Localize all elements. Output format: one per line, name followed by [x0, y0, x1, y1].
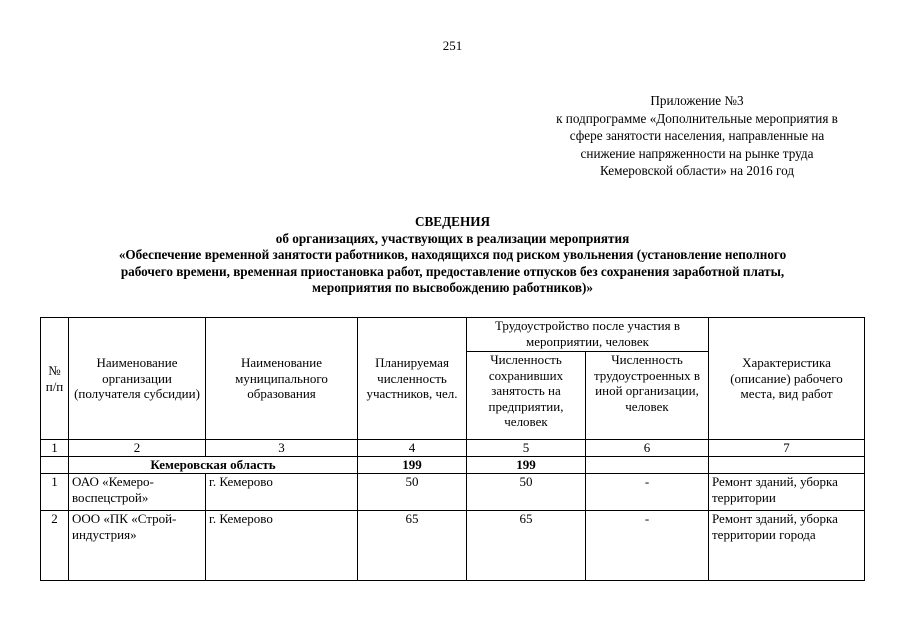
header-municipality: Наименование муниципального образования — [206, 318, 358, 440]
region-retained-total: 199 — [467, 457, 586, 474]
title-line: об организациях, участвующих в реализации мероприятия — [275, 230, 630, 246]
row-other-org: - — [586, 474, 709, 511]
row-planned: 65 — [358, 511, 467, 581]
column-number: 2 — [69, 440, 206, 457]
column-number: 4 — [358, 440, 467, 457]
header-other-org: Численность трудоустроенных в иной организации, человек — [586, 352, 709, 440]
appendix-note — [520, 92, 874, 180]
column-number: 1 — [41, 440, 69, 457]
column-number: 3 — [206, 440, 358, 457]
row-num: 1 — [41, 474, 69, 511]
row-description: Ремонт зданий, уборка территории города — [709, 511, 865, 581]
appendix-line: Кемеровской области» на 2016 год — [599, 163, 795, 178]
region-row — [41, 457, 865, 474]
header-organization: Наименование организации (получателя субсидии) — [69, 318, 206, 440]
region-planned-total: 199 — [358, 457, 467, 474]
row-organization: ОАО «Кемеро-воспецстрой» — [69, 474, 206, 511]
header-employment-group: Трудоустройство после участия в мероприятии, человек — [467, 318, 709, 352]
document-title — [0, 214, 905, 297]
row-retained: 65 — [467, 511, 586, 581]
appendix-line: к подпрограмме «Дополнительные мероприятия в — [556, 110, 838, 126]
column-number: 5 — [467, 440, 586, 457]
title-line: мероприятия по высвобождению работников)» — [312, 280, 593, 296]
row-other-org: - — [586, 511, 709, 581]
appendix-line: сфере занятости населения, направленные на — [569, 128, 825, 143]
table-row — [41, 474, 865, 511]
header-description: Характеристика (описание) рабочего места, вид работ — [709, 318, 865, 440]
row-organization: ООО «ПК «Строй-индустрия» — [69, 511, 206, 581]
row-municipality: г. Кемерово — [206, 511, 358, 581]
row-municipality: г. Кемерово — [206, 474, 358, 511]
appendix-line: снижение напряженности на рынке труда — [580, 145, 814, 161]
page-number: 251 — [442, 38, 463, 53]
header-retained: Численность сохранивших занятость на предприятии, человек — [467, 352, 586, 440]
region-name: Кемеровская область — [69, 457, 358, 474]
organizations-table — [40, 317, 865, 581]
title-line: рабочего времени, временная приостановка работ, предоставление отпусков без сохранения заработной платы, — [120, 263, 785, 279]
table-row — [41, 511, 865, 581]
title-line: «Обеспечение временной занятости работников, находящихся под риском увольнения (установление неполного — [118, 247, 787, 263]
header-planned: Планируемая численность участников, чел. — [358, 318, 467, 440]
title-line: СВЕДЕНИЯ — [414, 214, 491, 229]
column-number-row — [41, 440, 865, 457]
row-planned: 50 — [358, 474, 467, 511]
row-retained: 50 — [467, 474, 586, 511]
column-number: 7 — [709, 440, 865, 457]
header-num: № п/п — [41, 318, 69, 440]
appendix-line: Приложение №3 — [650, 93, 744, 108]
column-number: 6 — [586, 440, 709, 457]
row-num: 2 — [41, 511, 69, 581]
row-description: Ремонт зданий, уборка территории — [709, 474, 865, 511]
